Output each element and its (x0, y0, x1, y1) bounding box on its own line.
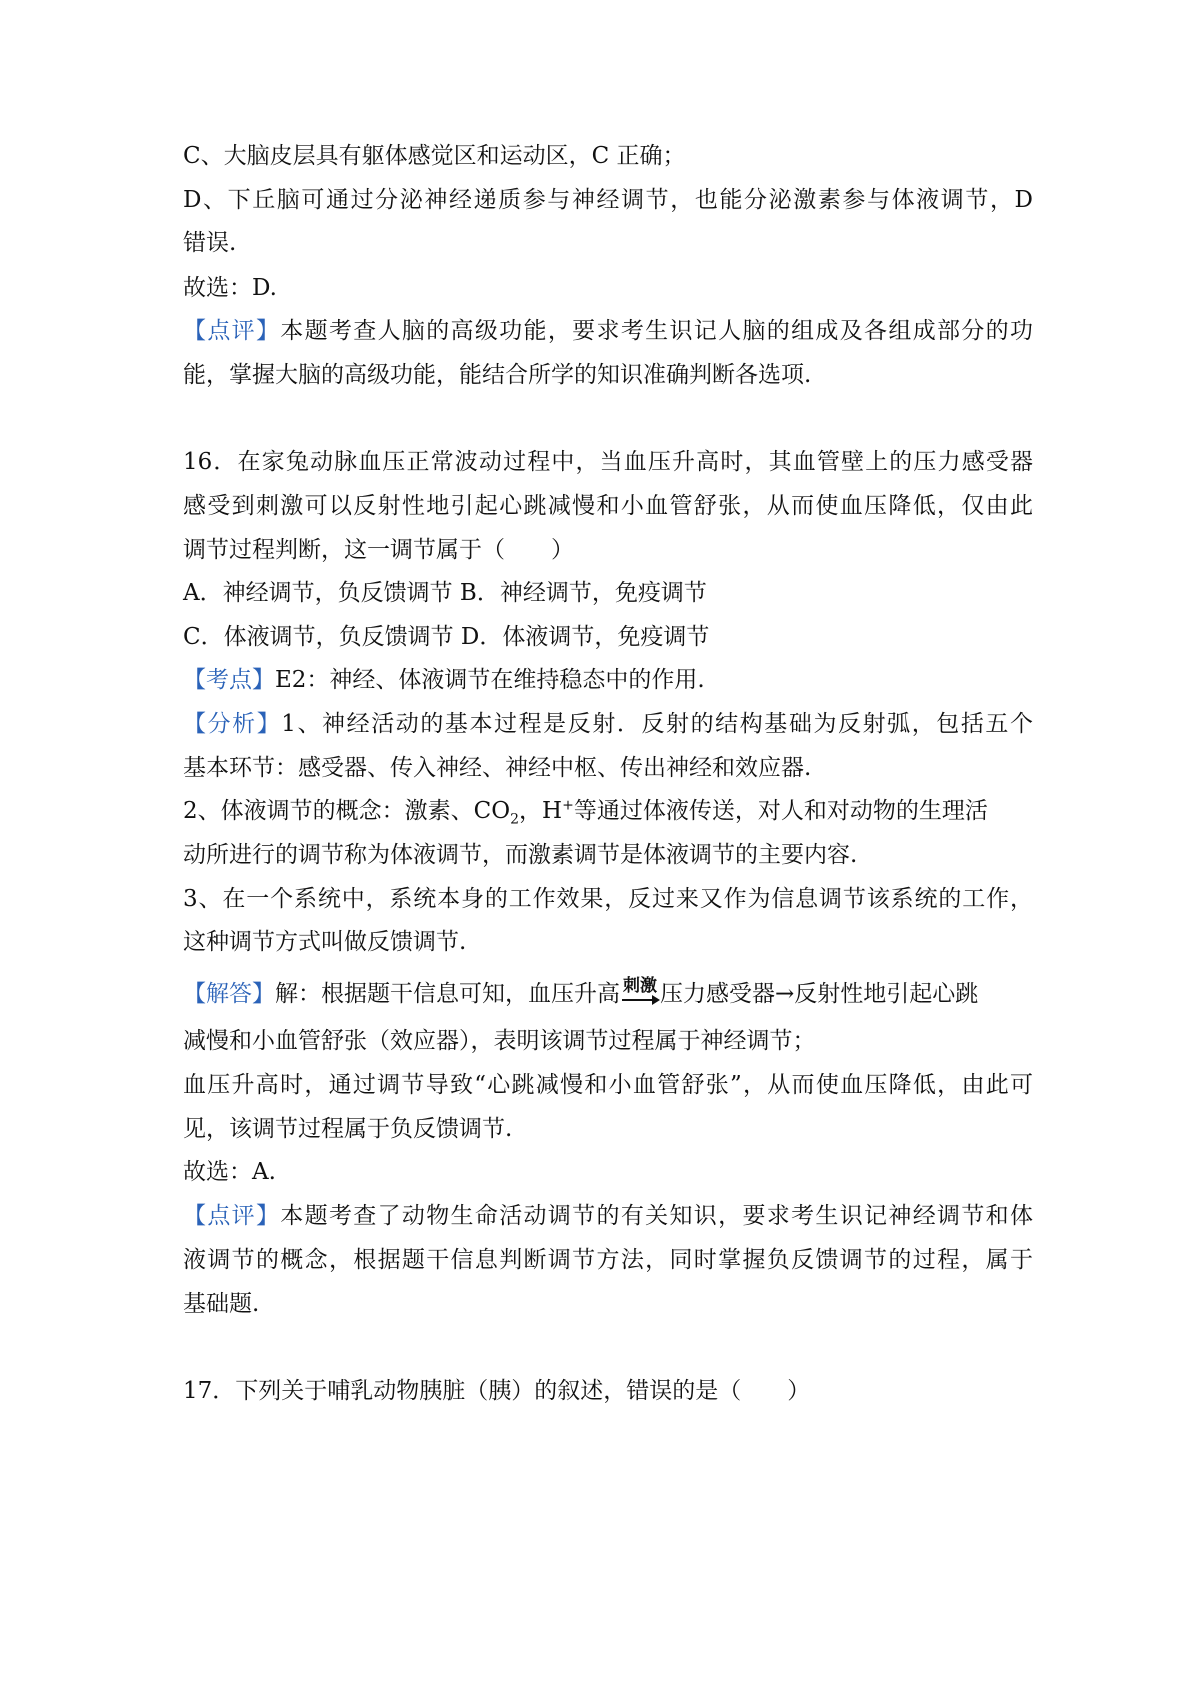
q16-options-ab: A．神经调节，负反馈调节 B．神经调节，免疫调节 (183, 580, 707, 606)
q16-stem-line2: 感受到刺激可以反射性地引起心跳减慢和小血管舒张，从而使血压降低，仅由此 (183, 493, 1033, 519)
q16-jieda-line2: 减慢和小血管舒张（效应器），表明该调节过程属于神经调节； (183, 1028, 816, 1054)
jieda-1a: 解：根据题干信息可知，血压升高 (275, 981, 620, 1007)
q16-comment-line3: 基础题. (183, 1291, 260, 1317)
q16-comment-text: 本题考查了动物生命活动调节的有关知识，要求考生识记神经调节和体 (280, 1203, 1034, 1229)
co2-subscript: 2 (510, 811, 520, 828)
fenxi-3b: ，H (519, 798, 563, 824)
comment-tag: 【点评】 (183, 318, 281, 344)
fenxi-tag: 【分析】 (183, 711, 282, 737)
q15-option-d-explanation-line1: D、下丘脑可通过分泌神经递质参与神经调节，也能分泌激素参与体液调节，D (183, 187, 1033, 213)
q16-fenxi-line2: 基本环节：感受器、传入神经、神经中枢、传出神经和效应器. (183, 755, 812, 781)
q16-stem-line3: 调节过程判断，这一调节属于（ ） (183, 537, 574, 563)
jieda-tag: 【解答】 (183, 981, 275, 1007)
arrow-label: 刺激 (623, 976, 657, 996)
q15-comment-line1 (183, 316, 1033, 346)
q15-answer: 故选：D. (183, 275, 277, 301)
q16-fenxi-line4: 动所进行的调节称为体液调节，而激素调节是体液调节的主要内容. (183, 842, 858, 868)
q16-answer: 故选：A. (183, 1159, 276, 1185)
q16-comment-line2: 液调节的概念，根据题干信息判断调节方法，同时掌握负反馈调节的过程，属于 (183, 1247, 1033, 1273)
q16-comment-line1 (183, 1201, 1033, 1231)
h-superscript: + (562, 797, 574, 814)
q15-comment-text: 本题考查人脑的高级功能，要求考生识记人脑的组成及各组成部分的功 (280, 318, 1034, 344)
q16-options-cd: C．体液调节，负反馈调节 D．体液调节，免疫调节 (183, 624, 710, 650)
q16-fenxi-line6: 这种调节方式叫做反馈调节. (183, 929, 467, 955)
q16-jieda-line1 (183, 976, 1033, 1009)
q17-stem: 17．下列关于哺乳动物胰脏（胰）的叙述，错误的是（ ） (183, 1378, 811, 1404)
q16-kaodian (183, 665, 1033, 695)
jieda-1b: 压力感受器→反射性地引起心跳 (660, 981, 979, 1007)
arrow-shaft (622, 999, 656, 1001)
stimulus-arrow (620, 976, 660, 1009)
fenxi-text: 1、神经活动的基本过程是反射．反射的结构基础为反射弧，包括五个 (281, 711, 1033, 737)
comment-tag: 【点评】 (183, 1203, 281, 1229)
kaodian-tag: 【考点】 (183, 667, 275, 693)
q16-jieda-line3: 血压升高时，通过调节导致“心跳减慢和小血管舒张”，从而使血压降低，由此可 (183, 1072, 1033, 1098)
fenxi-3a: 2、体液调节的概念：激素、CO (183, 798, 511, 824)
fenxi-3c: 等通过体液传送，对人和对动物的生理活 (573, 798, 988, 824)
q16-stem-line1: 16．在家兔动脉血压正常波动过程中，当血压升高时，其血管壁上的压力感受器 (183, 449, 1033, 475)
q15-option-c-explanation: C、大脑皮层具有躯体感觉区和运动区，C 正确； (183, 143, 686, 169)
q15-comment-line2: 能，掌握大脑的高级功能，能结合所学的知识准确判断各选项. (183, 362, 812, 388)
arrow-head-icon (652, 995, 660, 1005)
q16-jieda-line4: 见，该调节过程属于负反馈调节. (183, 1116, 513, 1142)
kaodian-text: E2：神经、体液调节在维持稳态中的作用. (275, 667, 705, 693)
q16-fenxi-line3 (183, 796, 1033, 826)
q16-fenxi-line5: 3、在一个系统中，系统本身的工作效果，反过来又作为信息调节该系统的工作， (183, 886, 1033, 912)
q16-fenxi-line1 (183, 709, 1033, 739)
q15-option-d-explanation-line2: 错误. (183, 230, 237, 256)
